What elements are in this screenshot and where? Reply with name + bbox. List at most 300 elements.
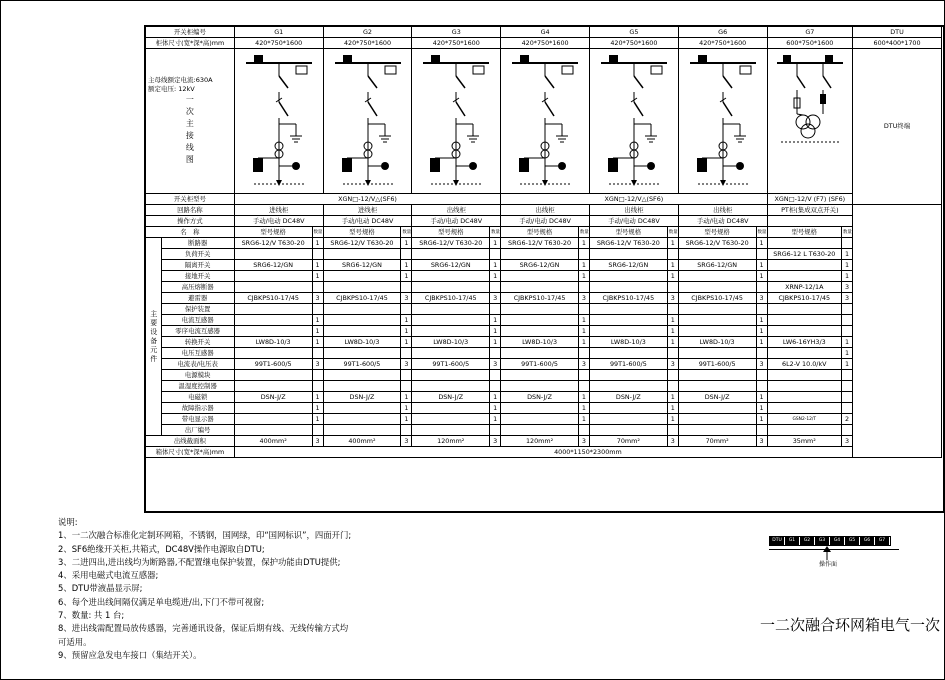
- component-qty: 1: [841, 337, 852, 348]
- component-spec: [590, 249, 668, 260]
- component-qty: 1: [667, 326, 678, 337]
- cabinet-layout-legend: [769, 536, 891, 546]
- component-qty: [578, 249, 589, 260]
- component-spec: [678, 425, 756, 436]
- component-name: 负荷开关: [161, 249, 234, 260]
- component-spec: SRG6-12/V T630-20: [590, 238, 668, 249]
- component-spec: CJBKPS10-17/45: [234, 293, 312, 304]
- cabinet-size-G5: 420*750*1600: [590, 38, 679, 49]
- component-name: 故障指示器: [161, 403, 234, 414]
- component-row: [146, 425, 942, 436]
- note-item: 1、一二次融合标准化定制环网箱，不锈钢，国网绿，印“国网标识”，四面开门;: [58, 530, 352, 541]
- component-qty: 1: [756, 403, 767, 414]
- operation-G6: 手动/电动 DC48V: [678, 216, 767, 227]
- component-row: [146, 260, 942, 271]
- component-spec: [501, 425, 579, 436]
- component-qty: [401, 304, 412, 315]
- cabinet-id-G3: G3: [412, 27, 501, 38]
- component-qty: [312, 370, 323, 381]
- component-qty: 1: [401, 326, 412, 337]
- component-qty: 1: [312, 315, 323, 326]
- header-qty: 数量: [756, 227, 767, 238]
- cable-spec: 70mm²: [678, 436, 756, 447]
- drawing-title: 一二次融合环网箱电气一次: [760, 616, 941, 634]
- model-group-g4-g6: XGN□-12/V△(SF6): [501, 194, 767, 205]
- component-qty: [312, 249, 323, 260]
- circuit-G7: PT柜(集成双点开关): [767, 205, 852, 216]
- component-spec: [767, 425, 841, 436]
- note-item: 8、进出线需配置局放传感器，完善通讯设备，保证后期有线、无线传输方式均: [58, 623, 349, 634]
- vertical-label-char: 图: [185, 155, 194, 164]
- indicator-icon: [431, 55, 440, 62]
- component-qty: [312, 348, 323, 359]
- isolator-icon: [545, 76, 554, 88]
- component-spec: [501, 249, 579, 260]
- component-spec: [767, 238, 841, 249]
- note-item: 6、每个进出线间隔仅满足单电缆进/出,下门不带可视窗;: [58, 596, 265, 607]
- lamp-icon: [651, 66, 662, 74]
- cable-qty: 3: [578, 436, 589, 447]
- component-spec: [501, 381, 579, 392]
- cable-spec: 120mm²: [412, 436, 490, 447]
- component-qty: 3: [667, 293, 678, 304]
- component-spec: SRG6-12/V T630-20: [678, 238, 756, 249]
- component-qty: 1: [667, 238, 678, 249]
- cable-qty: 3: [490, 436, 501, 447]
- component-qty: [756, 425, 767, 436]
- circuit-G5: 出线柜: [590, 205, 679, 216]
- component-qty: 1: [841, 348, 852, 359]
- component-spec: XRNP-12/1A: [767, 282, 841, 293]
- component-spec: [234, 326, 312, 337]
- breaker-icon: [723, 102, 732, 116]
- component-qty: [756, 348, 767, 359]
- isolator-icon: [634, 76, 643, 88]
- component-spec: [323, 271, 401, 282]
- header-spec: 型号规格: [767, 227, 841, 238]
- cable-qty: 3: [841, 436, 852, 447]
- component-qty: 1: [756, 392, 767, 403]
- row-cabinet-model: [146, 194, 942, 205]
- label-cable-section: 出线截面积: [146, 436, 235, 447]
- cabinet-size-G6: 420*750*1600: [678, 38, 767, 49]
- component-qty: 1: [312, 271, 323, 282]
- component-qty: 1: [578, 238, 589, 249]
- component-row: [146, 282, 942, 293]
- primary-diagram-label: [146, 49, 235, 194]
- component-spec: [590, 304, 668, 315]
- component-qty: [667, 282, 678, 293]
- component-spec: [590, 326, 668, 337]
- rated-voltage: 额定电压: 12kV: [148, 85, 195, 93]
- header-qty: 数量: [578, 227, 589, 238]
- diagram-G2: [323, 49, 412, 194]
- component-qty: 1: [312, 337, 323, 348]
- vertical-label-char: 一: [185, 95, 194, 104]
- cable-spec: 35mm²: [767, 436, 841, 447]
- component-spec: [412, 381, 490, 392]
- header-qty: 数量: [490, 227, 501, 238]
- row-spec-header: [146, 227, 942, 238]
- indicator-icon: [343, 55, 352, 62]
- component-qty: [667, 249, 678, 260]
- component-spec: [234, 348, 312, 359]
- component-qty: 1: [401, 260, 412, 271]
- component-qty: 1: [578, 403, 589, 414]
- component-qty: 1: [841, 271, 852, 282]
- label-operation: 操作方式: [146, 216, 235, 227]
- component-spec: [501, 304, 579, 315]
- component-spec: [234, 403, 312, 414]
- note-item: 2、SF6绝缘开关柜,共箱式，DC48V操作电源取自DTU;: [58, 543, 265, 554]
- component-spec: [767, 304, 841, 315]
- layout-cell: DTU: [770, 537, 785, 545]
- note-item: 4、采用电磁式电流互感器;: [58, 570, 159, 581]
- component-row: [146, 392, 942, 403]
- component-qty: [841, 315, 852, 326]
- component-spec: [767, 326, 841, 337]
- component-spec: [678, 326, 756, 337]
- component-qty: 1: [841, 260, 852, 271]
- header-spec: 型号规格: [501, 227, 579, 238]
- component-row: [146, 326, 942, 337]
- single-line-diagram: [512, 54, 578, 188]
- component-spec: [234, 249, 312, 260]
- dtu-terminal-label: DTU终端: [853, 49, 942, 205]
- component-qty: [841, 238, 852, 249]
- component-qty: 1: [490, 403, 501, 414]
- component-spec: [590, 282, 668, 293]
- component-qty: [312, 304, 323, 315]
- component-qty: 1: [401, 315, 412, 326]
- component-spec: [590, 403, 668, 414]
- component-spec: [412, 403, 490, 414]
- component-row: [146, 315, 942, 326]
- header-spec: 型号规格: [412, 227, 490, 238]
- component-qty: [667, 348, 678, 359]
- indicator-icon: [609, 55, 618, 62]
- component-row: [146, 238, 942, 249]
- component-row: [146, 414, 942, 425]
- component-spec: [323, 315, 401, 326]
- note-item: 可适用。: [58, 636, 92, 647]
- component-qty: [490, 348, 501, 359]
- component-qty: 1: [490, 271, 501, 282]
- cable-qty: 3: [667, 436, 678, 447]
- component-spec: [234, 315, 312, 326]
- cabinet-id-G4: G4: [501, 27, 590, 38]
- component-spec: LW8D-10/3: [501, 337, 579, 348]
- component-spec: [590, 315, 668, 326]
- component-qty: [578, 348, 589, 359]
- component-spec: 99T1-600/5: [412, 359, 490, 370]
- component-spec: [767, 348, 841, 359]
- component-qty: [667, 425, 678, 436]
- component-spec: DSN-J/Z: [412, 392, 490, 403]
- component-spec: [767, 271, 841, 282]
- component-row: [146, 249, 942, 260]
- header-spec: 型号规格: [234, 227, 312, 238]
- component-qty: [490, 370, 501, 381]
- component-qty: 1: [401, 414, 412, 425]
- component-qty: 1: [312, 260, 323, 271]
- row-cabinet-no: [146, 27, 942, 38]
- arrester-icon: [253, 158, 263, 172]
- label-name: 名 称: [146, 227, 235, 238]
- component-spec: [412, 348, 490, 359]
- component-spec: [234, 414, 312, 425]
- component-spec: 99T1-600/5: [590, 359, 668, 370]
- component-qty: 1: [667, 315, 678, 326]
- component-spec: [501, 414, 579, 425]
- component-qty: [756, 381, 767, 392]
- component-spec: [590, 348, 668, 359]
- breaker-icon: [279, 102, 288, 116]
- component-spec: 99T1-600/5: [323, 359, 401, 370]
- cabinet-size-G7: 600*750*1600: [767, 38, 852, 49]
- component-qty: 3: [841, 293, 852, 304]
- circuit-G4: 出线柜: [501, 205, 590, 216]
- component-qty: 3: [578, 293, 589, 304]
- cabinet-id-DTU: DTU: [853, 27, 942, 38]
- category-label: 主要设备元件: [146, 238, 162, 436]
- breaker-icon: [456, 102, 465, 116]
- single-line-diagram: [246, 54, 312, 188]
- component-qty: [578, 282, 589, 293]
- component-spec: SRG6-12/V T630-20: [501, 238, 579, 249]
- component-spec: SRG6-12/V T630-20: [323, 238, 401, 249]
- component-qty: [401, 425, 412, 436]
- vertical-label-char: 接: [185, 131, 194, 140]
- circuit-G2: 进线柜: [323, 205, 412, 216]
- component-spec: [412, 315, 490, 326]
- component-spec: SRG6-12/GN: [501, 260, 579, 271]
- component-spec: [412, 304, 490, 315]
- row-primary-diagram: [146, 49, 942, 194]
- component-row: [146, 370, 942, 381]
- component-spec: [234, 370, 312, 381]
- component-spec: DSN-J/Z: [234, 392, 312, 403]
- arrester-icon: [342, 158, 352, 172]
- cable-spec: 400mm²: [323, 436, 401, 447]
- charge-indicator-icon: [381, 162, 389, 170]
- note-item: 3、二进四出,进出线均为断路器,不配置继电保护装置，保护功能由DTU提供;: [58, 556, 341, 567]
- component-name: 保护装置: [161, 304, 234, 315]
- component-qty: 1: [756, 271, 767, 282]
- component-qty: [490, 425, 501, 436]
- busbar-current: 主母线额定电流:630A: [148, 76, 213, 84]
- lamp-icon: [562, 66, 573, 74]
- component-spec: [323, 326, 401, 337]
- component-qty: [756, 370, 767, 381]
- layout-cell: G4: [830, 537, 845, 545]
- label-total-size: 箱体尺寸(宽*深*高)mm: [146, 447, 235, 458]
- component-qty: 1: [401, 337, 412, 348]
- cabinet-size-G3: 420*750*1600: [412, 38, 501, 49]
- component-spec: [501, 403, 579, 414]
- component-qty: 1: [312, 392, 323, 403]
- component-spec: SRG6-12 L T630-20: [767, 249, 841, 260]
- cabinet-size-G1: 420*750*1600: [234, 38, 323, 49]
- component-spec: [590, 370, 668, 381]
- arrow-up-icon: [822, 546, 832, 560]
- diagram-G7: [767, 49, 852, 194]
- component-spec: [501, 326, 579, 337]
- component-qty: 1: [578, 271, 589, 282]
- single-line-diagram: [690, 54, 756, 188]
- cabinet-id-G7: G7: [767, 27, 852, 38]
- vertical-label-char: 次: [185, 107, 194, 116]
- component-qty: [490, 282, 501, 293]
- cabinet-id-G1: G1: [234, 27, 323, 38]
- component-spec: SRG6-12/GN: [678, 260, 756, 271]
- component-qty: [756, 282, 767, 293]
- component-spec: [678, 249, 756, 260]
- component-qty: [667, 381, 678, 392]
- dtu-blank: [853, 205, 942, 458]
- component-spec: [767, 381, 841, 392]
- total-size-value: 4000*1150*2300mm: [234, 447, 941, 458]
- component-spec: [412, 249, 490, 260]
- component-spec: 99T1-600/5: [678, 359, 756, 370]
- component-name: 电磁锁: [161, 392, 234, 403]
- component-spec: [678, 304, 756, 315]
- cabinet-size-G2: 420*750*1600: [323, 38, 412, 49]
- diagram-G1: [234, 49, 323, 194]
- lamp-icon: [296, 66, 307, 74]
- component-spec: [412, 414, 490, 425]
- note-item: 7、数量: 共 1 台;: [58, 610, 125, 621]
- component-qty: 1: [578, 414, 589, 425]
- component-row: [146, 304, 942, 315]
- component-qty: [578, 425, 589, 436]
- component-row: [146, 271, 942, 282]
- operation-face-label: 操作面: [819, 561, 838, 568]
- component-qty: [578, 304, 589, 315]
- component-spec: [678, 348, 756, 359]
- component-spec: LW8D-10/3: [412, 337, 490, 348]
- component-qty: [401, 381, 412, 392]
- component-qty: 3: [490, 293, 501, 304]
- diagram-G3: [412, 49, 501, 194]
- component-qty: 2: [841, 414, 852, 425]
- component-spec: [590, 381, 668, 392]
- layout-cell: G2: [800, 537, 815, 545]
- component-spec: CJBKPS10-17/45: [590, 293, 668, 304]
- component-qty: [841, 381, 852, 392]
- component-spec: CJBKPS10-17/45: [323, 293, 401, 304]
- component-spec: [323, 414, 401, 425]
- component-qty: 3: [312, 293, 323, 304]
- label-cabinet-size: 柜体尺寸(宽*深*高)mm: [146, 38, 235, 49]
- component-qty: [756, 304, 767, 315]
- component-row: [146, 381, 942, 392]
- component-qty: 3: [578, 359, 589, 370]
- row-cabinet-size: [146, 38, 942, 49]
- lamp-icon: [473, 66, 484, 74]
- component-spec: [767, 260, 841, 271]
- component-qty: 1: [490, 260, 501, 271]
- component-name: 电压互感器: [161, 348, 234, 359]
- component-spec: [501, 271, 579, 282]
- component-qty: [841, 326, 852, 337]
- single-line-diagram: [335, 54, 401, 188]
- isolator-icon: [723, 76, 732, 88]
- component-qty: 1: [756, 337, 767, 348]
- component-spec: [323, 381, 401, 392]
- cable-qty: 3: [401, 436, 412, 447]
- header-qty: 数量: [401, 227, 412, 238]
- header-spec: 型号规格: [590, 227, 668, 238]
- component-spec: [412, 282, 490, 293]
- charge-indicator-icon: [558, 162, 566, 170]
- component-qty: 1: [667, 271, 678, 282]
- component-qty: [490, 249, 501, 260]
- component-qty: 3: [667, 359, 678, 370]
- component-spec: SRG6-12/V T630-20: [412, 238, 490, 249]
- component-spec: [501, 370, 579, 381]
- component-qty: [401, 249, 412, 260]
- layout-cell: G5: [845, 537, 860, 545]
- component-qty: 1: [667, 403, 678, 414]
- operation-face-line: [769, 549, 899, 550]
- indicator-icon: [520, 55, 529, 62]
- cable-spec: 120mm²: [501, 436, 579, 447]
- component-spec: LW8D-10/3: [678, 337, 756, 348]
- equipment-table: [145, 26, 942, 458]
- component-spec: [412, 370, 490, 381]
- component-qty: [578, 381, 589, 392]
- lamp-icon: [385, 66, 396, 74]
- component-spec: SRG6-12/V T630-20: [234, 238, 312, 249]
- cable-spec: 400mm²: [234, 436, 312, 447]
- component-qty: 3: [756, 293, 767, 304]
- component-spec: SRG6-12/GN: [412, 260, 490, 271]
- component-qty: 1: [490, 315, 501, 326]
- component-qty: 3: [756, 359, 767, 370]
- component-spec: [323, 370, 401, 381]
- component-qty: [401, 282, 412, 293]
- component-spec: [678, 282, 756, 293]
- component-qty: [401, 370, 412, 381]
- component-name: 零序电流互感器: [161, 326, 234, 337]
- component-qty: 3: [401, 293, 412, 304]
- component-spec: SRG6-12/GN: [234, 260, 312, 271]
- header-spec: 型号规格: [678, 227, 756, 238]
- component-spec: [767, 370, 841, 381]
- component-qty: [841, 392, 852, 403]
- model-group-g1-g3: XGN□-12/V△(SF6): [234, 194, 500, 205]
- cable-qty: 3: [756, 436, 767, 447]
- component-qty: 3: [490, 359, 501, 370]
- component-qty: [490, 304, 501, 315]
- vertical-label-char: 主: [185, 119, 194, 128]
- layout-cell: G6: [860, 537, 875, 545]
- component-spec: [590, 271, 668, 282]
- component-spec: [678, 271, 756, 282]
- lamp-icon: [740, 66, 751, 74]
- component-spec: GSN2-12/T: [767, 414, 841, 425]
- row-total-size: [146, 447, 942, 458]
- component-qty: 1: [401, 403, 412, 414]
- component-qty: 3: [401, 359, 412, 370]
- operation-G5: 手动/电动 DC48V: [590, 216, 679, 227]
- component-spec: [501, 282, 579, 293]
- component-name: 电流互感器: [161, 315, 234, 326]
- cabinet-size-DTU: 600*400*1700: [853, 38, 942, 49]
- component-qty: 1: [490, 326, 501, 337]
- layout-cell: G7: [875, 537, 890, 545]
